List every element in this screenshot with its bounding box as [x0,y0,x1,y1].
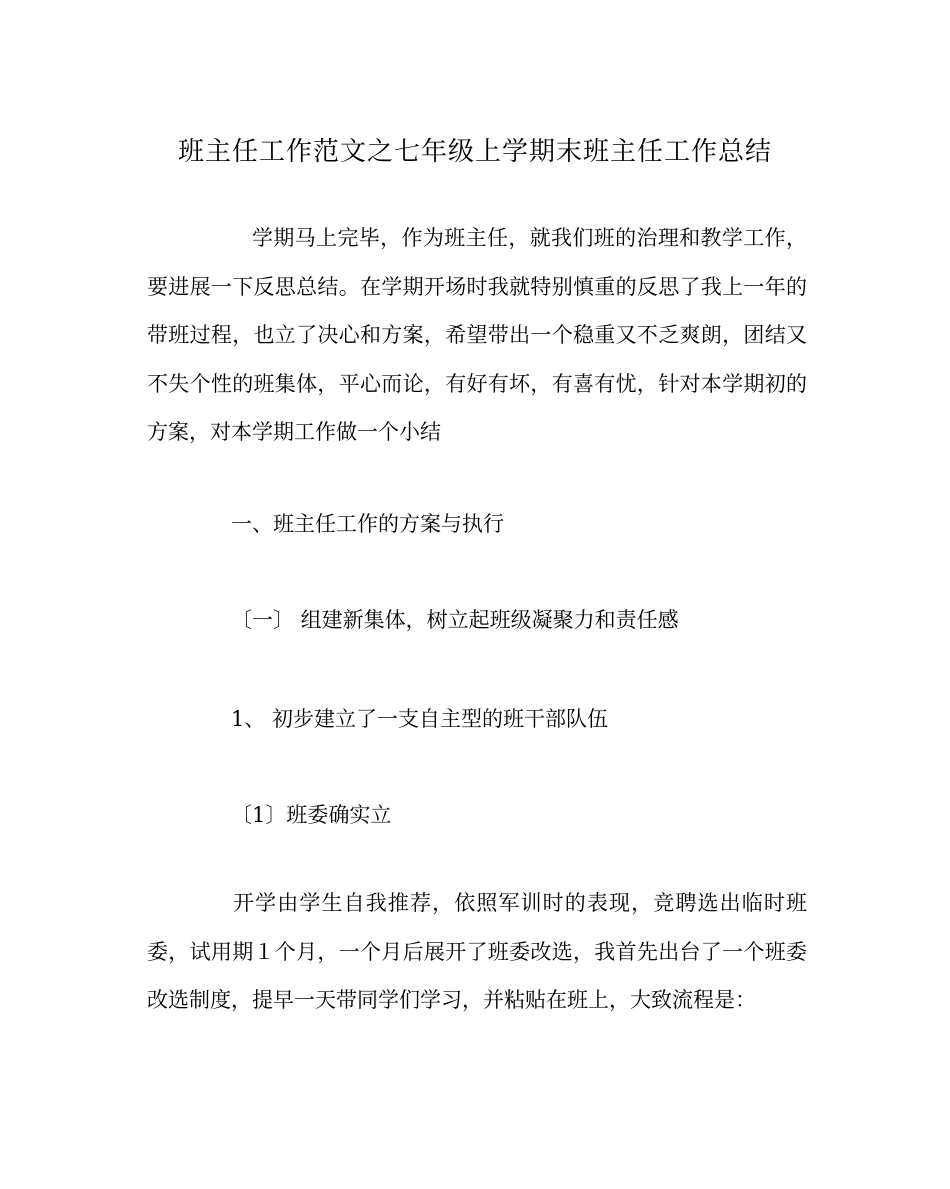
subsection-heading: 〔一〕 组建新集体，树立起班级凝聚力和责任感 [231,608,679,632]
body-paragraph: 开学由学生自我推荐，依照军训时的表现，竞聘选出临时班委，试用期１个月，一个月后展开了班委改选，我首先出台了一个班委改选制度，提早一天带同学们学习，并粘贴在班上，大致流程是： [147,891,807,1012]
section-heading: 一、班主任工作的方案与执行 [231,512,504,536]
subitem-heading: 〔1〕班委确实立 [231,803,392,827]
item-heading: 1、 初步建立了一支自主型的班干部队伍 [231,707,609,731]
intro-paragraph: 学期马上完毕，作为班主任，就我们班的治理和教学工作，要进展一下反思总结。在学期开场时我就特别慎重的反思了我上一年的带班过程，也立了决心和方案，希望带出一个稳重又不乏爽朗，团结又不失个性的班集体，平心而论，有好有坏，有喜有忧，针对本学期初的方案，对本学期工作做一个小结 [147,226,807,444]
document-title: 班主任工作范文之七年级上学期末班主任工作总结 [177,137,772,167]
